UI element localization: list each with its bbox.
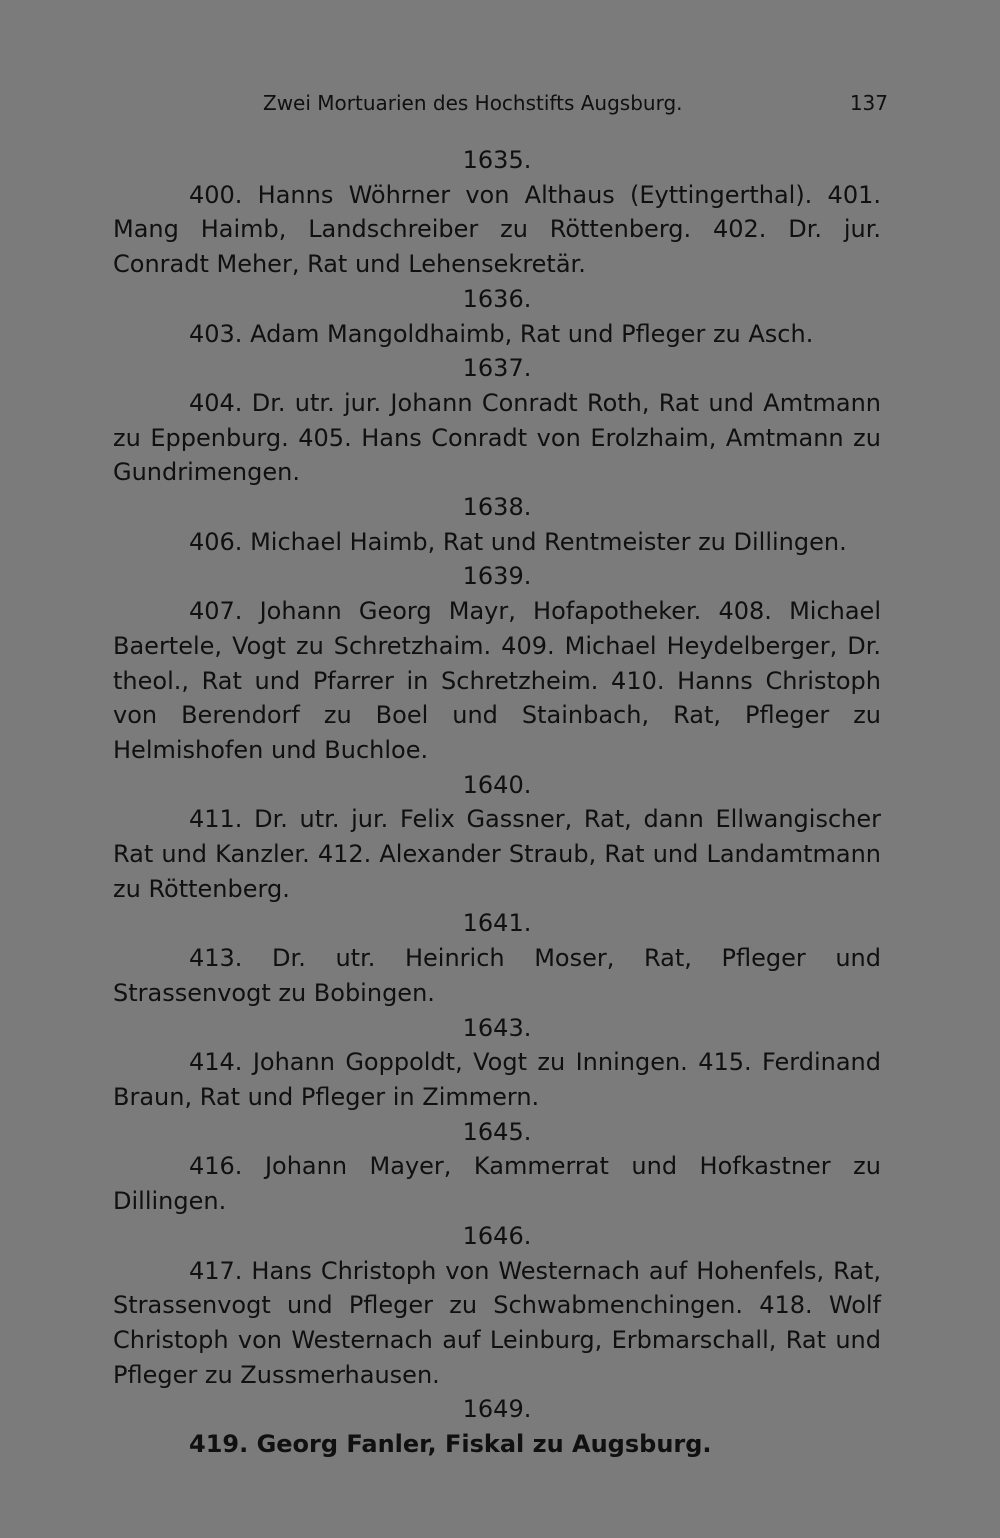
entry-paragraph: 419. Georg Fanler, Fiskal zu Augsburg. <box>189 1430 712 1459</box>
mortuary-list <box>113 143 881 1462</box>
entry-paragraph: 417. Hans Christoph von Westernach auf Hohenfels, Rat, Strassenvogt und Pfleger zu Schwabmenchingen. 418. Wolf Christoph von Westernach auf Leinburg, Erbmarschall, Rat und Pfleger zu Zussmerhausen. <box>113 1256 881 1389</box>
running-title: Zwei Mortuarien des Hochstifts Augsburg. <box>263 91 683 115</box>
year-heading: 1635. <box>462 146 532 174</box>
year-heading: 1639. <box>462 562 532 591</box>
year-heading: 1641. <box>462 909 532 938</box>
year-heading: 1638. <box>462 493 532 522</box>
year-heading: 1640. <box>462 770 532 799</box>
running-head <box>113 86 888 120</box>
entry-paragraph: 406. Michael Haimb, Rat und Rentmeister zu Dillingen. <box>189 527 847 556</box>
year-heading: 1649. <box>462 1395 532 1424</box>
entry-paragraph: 403. Adam Mangoldhaimb, Rat und Pfleger zu Asch. <box>189 319 814 348</box>
entry-paragraph: 404. Dr. utr. jur. Johann Conradt Roth, Rat und Amtmann zu Eppenburg. 405. Hans Conradt von Erolzhaim, Amtmann zu Gundrimengen. <box>113 388 881 487</box>
entry-paragraph: 407. Johann Georg Mayr, Hofapotheker. 408. Michael Baertele, Vogt zu Schretzhaim. 409. Michael Heydelberger, Dr. theol., Rat und Pfarrer in Schretzheim. 410. Hanns Christoph von Berendorf zu Boel und Stainbach, Rat, Pfleger zu Helmishofen und Buchloe. <box>113 597 881 764</box>
year-heading: 1637. <box>462 354 532 383</box>
entry-paragraph: 413. Dr. utr. Heinrich Moser, Rat, Pfleger und Strassenvogt zu Bobingen. <box>113 944 881 1007</box>
entry-paragraph: 400. Hanns Wöhrner von Althaus (Eyttingerthal). 401. Mang Haimb, Landschreiber zu Röttenberg. 402. Dr. jur. Conradt Meher, Rat und Lehensekretär. <box>113 180 881 279</box>
entry-paragraph: 411. Dr. utr. jur. Felix Gassner, Rat, dann Ellwangischer Rat und Kanzler. 412. Alexander Straub, Rat und Landamtmann zu Röttenberg. <box>113 805 881 903</box>
year-heading: 1645. <box>462 1117 532 1146</box>
year-heading: 1636. <box>462 284 532 313</box>
year-heading: 1646. <box>462 1221 532 1250</box>
entry-paragraph: 414. Johann Goppoldt, Vogt zu Inningen. 415. Ferdinand Braun, Rat und Pfleger in Zimmern. <box>113 1048 881 1111</box>
page-number: 137 <box>849 91 888 115</box>
year-heading: 1643. <box>462 1013 532 1042</box>
entry-paragraph: 416. Johann Mayer, Kammerrat und Hofkastner zu Dillingen. <box>113 1152 881 1216</box>
